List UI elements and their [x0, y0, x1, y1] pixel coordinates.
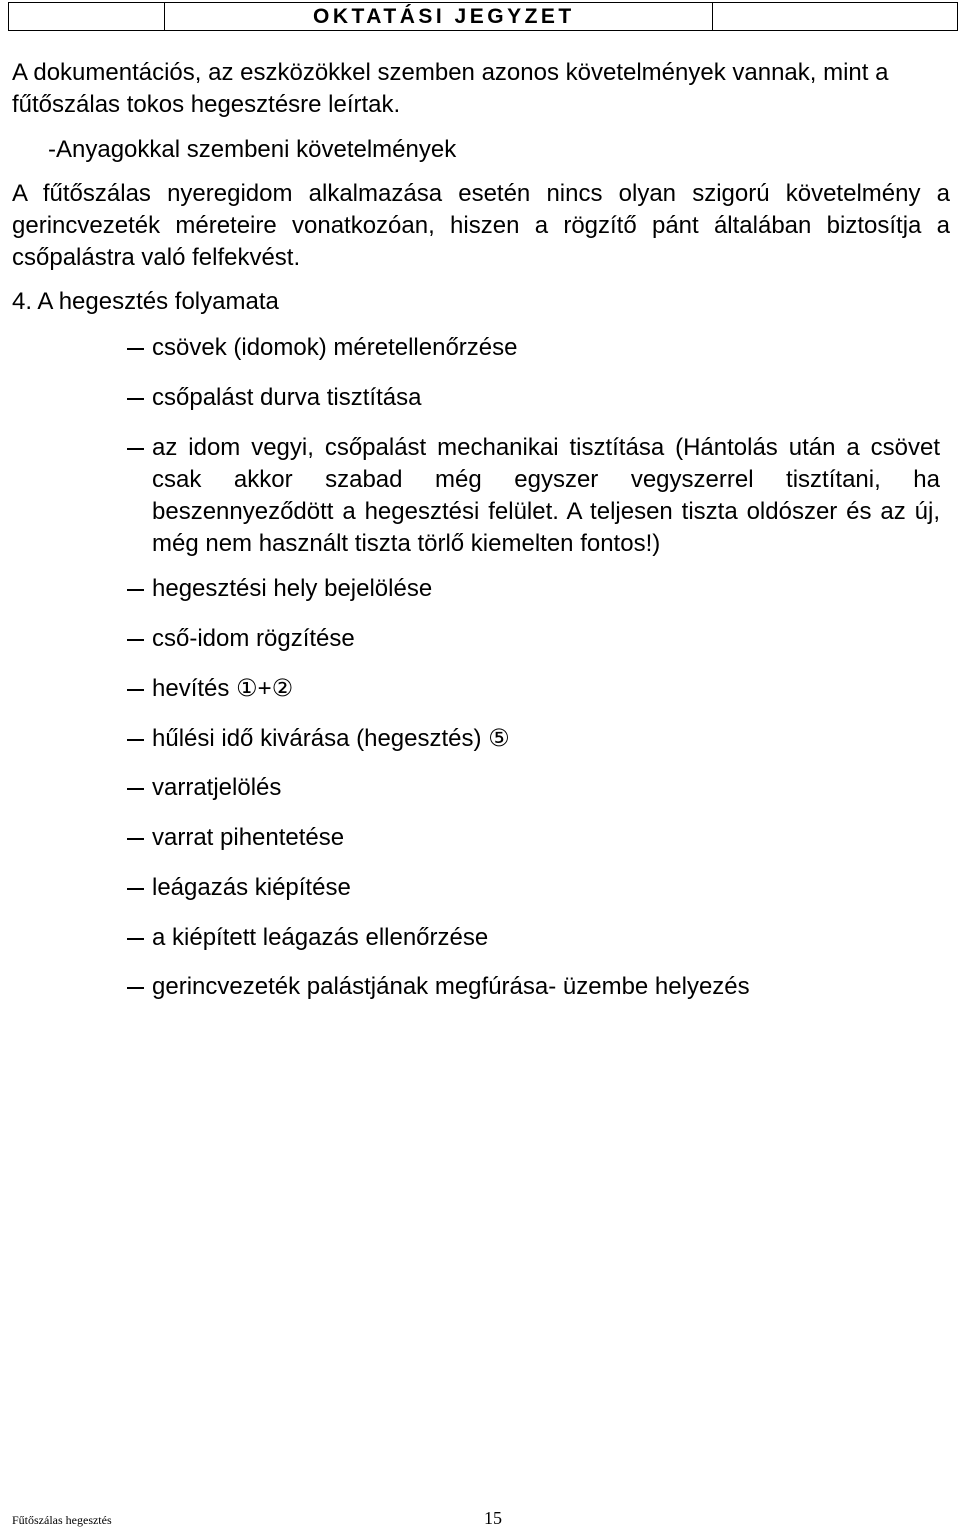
dash-bullet — [127, 448, 144, 450]
header-title: OKTATÁSI JEGYZET — [165, 3, 713, 30]
intro-paragraph: A dokumentációs, az eszközökkel szemben azonos követelmények vannak, mint a fűtőszálas tokos hegesztésre leírtak. — [12, 59, 889, 118]
dash-bullet — [127, 788, 144, 790]
dash-bullet — [127, 739, 144, 741]
list-item-text: csövek (idomok) méretellenőrzése — [152, 334, 518, 361]
list-item-text: varratjelölés — [152, 774, 282, 801]
header-cell-left — [9, 3, 165, 30]
list-item-text: hegesztési hely bejelölése — [152, 575, 433, 602]
dash-bullet — [127, 689, 144, 691]
list-item-text: varrat pihentetése — [152, 824, 345, 851]
list-item-text: cső-idom rögzítése — [152, 625, 355, 652]
list-item-text: gerincvezeték palástjának megfúrása- üzembe helyezés — [152, 973, 750, 1000]
footer-page-number: 15 — [484, 1508, 502, 1528]
dash-bullet — [127, 888, 144, 890]
list-item-text: leágazás kiépítése — [152, 874, 351, 901]
list-item-text: hevítés ①+② — [152, 675, 294, 702]
materials-paragraph: A fűtőszálas nyeregidom alkalmazása esetén nincs olyan szigorú követelmény a gerincvezeték méreteire vonatkozóan, hiszen a rögzítő pánt általában biztosítja a csőpalástra való felfekvést. — [12, 180, 950, 271]
dash-bullet — [127, 348, 144, 350]
dash-bullet — [127, 987, 144, 989]
dash-bullet — [127, 589, 144, 591]
list-item-text: hűlési idő kivárása (hegesztés) ⑤ — [152, 725, 510, 752]
header-table — [8, 2, 958, 31]
header-cell-right — [713, 3, 957, 30]
list-item-text: a kiépített leágazás ellenőrzése — [152, 924, 489, 951]
dash-bullet — [127, 398, 144, 400]
section-heading: 4. A hegesztés folyamata — [12, 288, 279, 315]
list-item-text: az idom vegyi, csőpalást mechanikai tisztítása (Hántolás után a csövet csak akkor szabad még egyszer vegyszerrel tisztítani, ha beszennyeződött a hegesztési felület. A teljesen tiszta oldószer és az új, még nem használt tiszta törlő kiemelten fontos!) — [152, 434, 940, 557]
dash-bullet — [127, 639, 144, 641]
dash-bullet — [127, 938, 144, 940]
footer-doc-title: Fűtőszálas hegesztés — [12, 1513, 112, 1527]
dash-bullet — [127, 838, 144, 840]
list-item-text: csőpalást durva tisztítása — [152, 384, 422, 411]
materials-subheading: -Anyagokkal szembeni követelmények — [48, 136, 457, 163]
